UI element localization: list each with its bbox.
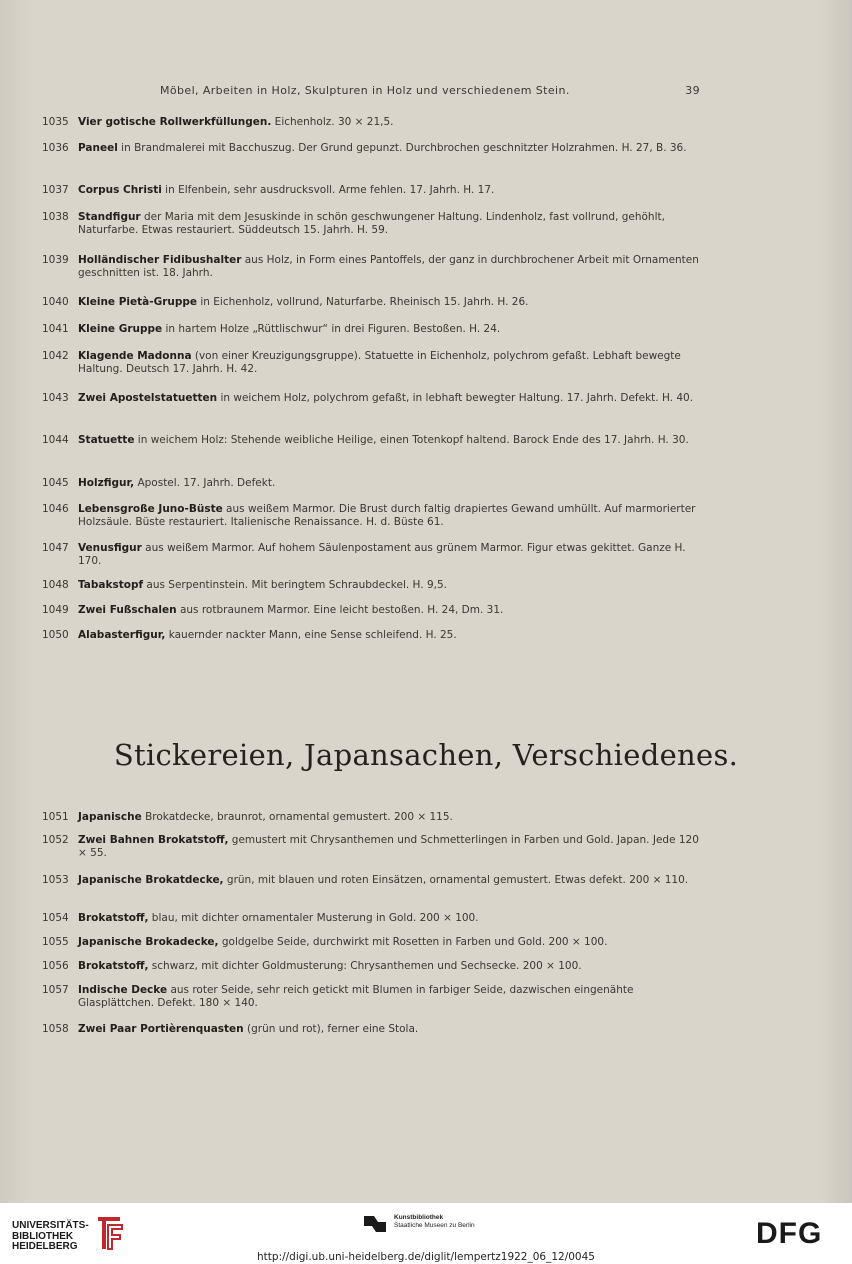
lot-number: 1043 — [42, 392, 69, 404]
lot-description: kauernder nackter Mann, eine Sense schleifend. H. 25. — [165, 629, 457, 641]
lot-title: Venusfigur — [78, 542, 142, 554]
catalog-entry — [42, 477, 702, 490]
lot-title: Statuette — [78, 434, 135, 446]
lot-title: Brokatstoff, — [78, 912, 149, 924]
lot-number: 1038 — [42, 211, 69, 223]
lot-title: Alabasterfigur, — [78, 629, 166, 641]
lot-description: in Brandmalerei mit Bacchuszug. Der Grund gepunzt. Durchbrochen geschnitzter Holzrahmen. H. 27, B. 36. — [117, 142, 687, 154]
lot-description: aus weißem Marmor. Die Brust durch faltig drapiertes Gewand umhüllt. Auf marmorierter Holzsäule. Büste restauriert. Italienische Renaissance. H. d. Büste 61. — [78, 503, 696, 528]
lot-number: 1049 — [42, 604, 69, 616]
lot-description: Apostel. 17. Jahrh. Defekt. — [134, 477, 276, 489]
lot-number: 1050 — [42, 629, 69, 641]
catalog-entry — [42, 811, 702, 824]
dfg-logo-text: DFG — [756, 1217, 823, 1250]
catalog-entry — [42, 936, 702, 949]
lot-description: in hartem Holze „Rüttlischwur“ in drei Figuren. Bestoßen. H. 24. — [162, 323, 501, 335]
lot-description: der Maria mit dem Jesuskinde in schön geschwungener Haltung. Lindenholz, fast vollrund, gehöhlt, Naturfarbe. Etwas restauriert. Süddeutsch 15. Jahrh. H. 59. — [78, 211, 665, 236]
lot-number: 1037 — [42, 184, 69, 196]
lot-description: Brokatdecke, braunrot, ornamental gemustert. 200 × 115. — [141, 811, 453, 823]
catalog-entry — [42, 874, 702, 887]
lot-title: Holzfigur, — [78, 477, 135, 489]
catalog-entry — [42, 912, 702, 925]
dfg-logo[interactable] — [756, 1217, 822, 1251]
lot-number: 1051 — [42, 811, 69, 823]
lot-number: 1035 — [42, 116, 69, 128]
lot-description: aus rotbraunem Marmor. Eine leicht bestoßen. H. 24, Dm. 31. — [176, 604, 504, 616]
lot-title: Japanische — [78, 811, 142, 823]
lot-title: Paneel — [78, 142, 118, 154]
lot-title: Indische Decke — [78, 984, 168, 996]
lot-title: Kleine Gruppe — [78, 323, 163, 335]
catalog-entry — [42, 960, 702, 973]
lot-description: (von einer Kreuzigungsgruppe). Statuette in Eichenholz, polychrom gefaßt. Lebhaft bewegte Haltung. Deutsch 17. Jahrh. H. 42. — [78, 350, 681, 375]
lot-description: aus weißem Marmor. Auf hohem Säulenpostament aus grünem Marmor. Figur etwas gekittet. Ganze H. 170. — [78, 542, 686, 567]
lot-description: aus Holz, in Form eines Pantoffels, der ganz in durchbrochener Arbeit mit Ornamenten geschnitten ist. 18. Jahrh. — [78, 254, 699, 279]
catalog-entry — [42, 116, 702, 129]
lot-description: in weichem Holz: Stehende weibliche Heilige, einen Totenkopf haltend. Barock Ende des 17. Jahrh. H. 30. — [134, 434, 689, 446]
lot-description: gemustert mit Chrysanthemen und Schmetterlingen in Farben und Gold. Japan. Jede 120 × 55. — [78, 834, 699, 859]
lot-title: Brokatstoff, — [78, 960, 149, 972]
catalog-entry — [42, 1023, 702, 1036]
lot-number: 1048 — [42, 579, 69, 591]
section-heading: Stickereien, Japansachen, Verschiedenes. — [113, 738, 739, 772]
lot-description: Eichenholz. 30 × 21,5. — [271, 116, 394, 128]
lot-title: Standfigur — [78, 211, 141, 223]
lot-title: Corpus Christi — [78, 184, 162, 196]
running-header-title: Möbel, Arbeiten in Holz, Skulpturen in Holz und verschiedenem Stein. — [160, 84, 570, 97]
lot-title: Japanische Brokadecke, — [78, 936, 219, 948]
kunstbibliothek-line2: Staatliche Museen zu Berlin — [394, 1222, 475, 1229]
catalog-entry — [42, 834, 702, 860]
permalink-url[interactable]: http://digi.ub.uni-heidelberg.de/diglit/lempertz1922_06_12/0045 — [257, 1251, 595, 1263]
lot-number: 1047 — [42, 542, 69, 554]
lot-description: schwarz, mit dichter Goldmusterung: Chrysanthemen und Sechsecke. 200 × 100. — [148, 960, 582, 972]
lot-title: Zwei Fußschalen — [78, 604, 177, 616]
library-logo-text — [12, 1221, 102, 1253]
lot-title: Kleine Pietà-Gruppe — [78, 296, 198, 308]
catalog-entry — [42, 254, 702, 280]
lot-number: 1055 — [42, 936, 69, 948]
lot-title: Zwei Bahnen Brokatstoff, — [78, 834, 229, 846]
lot-number: 1040 — [42, 296, 69, 308]
catalog-entry — [42, 211, 702, 237]
lot-title: Zwei Paar Portièrenquasten — [78, 1023, 244, 1035]
lot-description: aus roter Seide, sehr reich getickt mit Blumen in farbiger Seide, dazwischen eingenähte Glasplättchen. Defekt. 180 × 140. — [78, 984, 634, 1009]
catalog-entry — [42, 984, 702, 1010]
kunstbibliothek-line1: Kunstbibliothek — [394, 1214, 444, 1221]
catalog-entry — [42, 579, 702, 592]
lot-title: Lebensgroße Juno-Büste — [78, 503, 223, 515]
library-logo-label: UNIVERSITÄTS- BIBLIOTHEK HEIDELBERG — [12, 1220, 89, 1252]
lot-number: 1053 — [42, 874, 69, 886]
lot-number: 1057 — [42, 984, 69, 996]
lot-title: Zwei Apostelstatuetten — [78, 392, 218, 404]
library-emblem-icon — [92, 1213, 126, 1253]
lot-number: 1044 — [42, 434, 69, 446]
lot-description: goldgelbe Seide, durchwirkt mit Rosetten in Farben und Gold. 200 × 100. — [218, 936, 608, 948]
lot-number: 1058 — [42, 1023, 69, 1035]
lot-number: 1054 — [42, 912, 69, 924]
lot-number: 1046 — [42, 503, 69, 515]
lot-description: in Eichenholz, vollrund, Naturfarbe. Rheinisch 15. Jahrh. H. 26. — [197, 296, 529, 308]
lot-title: Holländischer Fidibushalter — [78, 254, 242, 266]
catalog-entry — [42, 542, 702, 568]
catalog-entry — [42, 503, 702, 529]
catalog-entry — [42, 350, 702, 376]
lot-number: 1056 — [42, 960, 69, 972]
lot-description: aus Serpentinstein. Mit beringtem Schraubdeckel. H. 9,5. — [143, 579, 447, 591]
catalog-entry — [42, 604, 702, 617]
catalog-entry — [42, 296, 702, 309]
catalog-entry — [42, 434, 702, 447]
catalog-entry — [42, 323, 702, 336]
page-number: 39 — [685, 84, 700, 97]
lot-title: Japanische Brokatdecke, — [78, 874, 224, 886]
lot-title: Tabakstopf — [78, 579, 144, 591]
lot-description: (grün und rot), ferner eine Stola. — [243, 1023, 419, 1035]
viewer-footer — [0, 1203, 852, 1264]
lot-title: Vier gotische Rollwerkfüllungen. — [78, 116, 272, 128]
lot-description: grün, mit blauen und roten Einsätzen, ornamental gemustert. Etwas defekt. 200 × 110. — [223, 874, 689, 886]
lot-number: 1052 — [42, 834, 69, 846]
catalog-entry — [42, 184, 702, 197]
lot-description: in weichem Holz, polychrom gefaßt, in lebhaft bewegter Haltung. 17. Jahrh. Defekt. H. 40. — [217, 392, 694, 404]
lot-number: 1039 — [42, 254, 69, 266]
lot-title: Klagende Madonna — [78, 350, 192, 362]
kunstbibliothek-emblem-icon — [362, 1212, 388, 1234]
lot-number: 1041 — [42, 323, 69, 335]
lot-description: in Elfenbein, sehr ausdrucksvoll. Arme fehlen. 17. Jahrh. H. 17. — [161, 184, 495, 196]
catalog-entry — [42, 629, 702, 642]
kunstbibliothek-logo[interactable] — [362, 1212, 475, 1238]
lot-number: 1036 — [42, 142, 69, 154]
kunstbibliothek-text — [394, 1214, 534, 1230]
lot-number: 1045 — [42, 477, 69, 489]
catalog-entry — [42, 392, 702, 405]
lot-number: 1042 — [42, 350, 69, 362]
catalog-entry — [42, 142, 702, 155]
lot-description: blau, mit dichter ornamentaler Musterung in Gold. 200 × 100. — [148, 912, 479, 924]
